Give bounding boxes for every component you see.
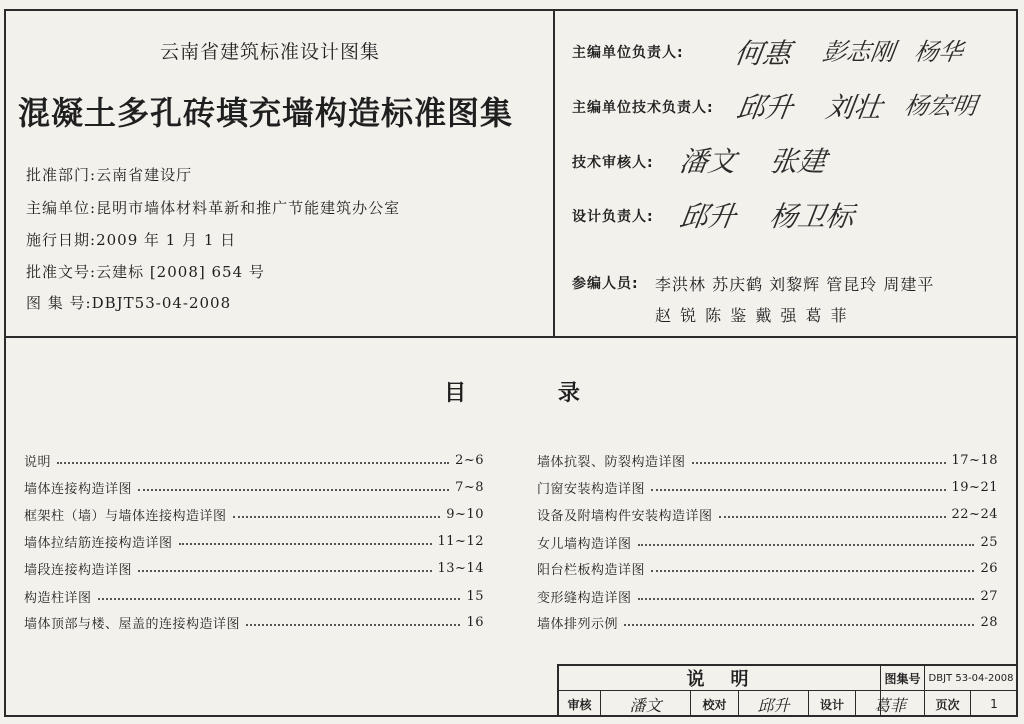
signature: 张建 [767,145,829,178]
signature: 何惠 [732,37,794,70]
meta-atlas-number: 图 集 号:DBJT53-04-2008 [26,294,232,312]
meta-effective-date: 施行日期:2009 年 1 月 1 日 [26,231,237,249]
toc-entry[interactable]: 阳台栏板构造详图 26 [537,560,998,578]
title-block-design-label: 设计 [819,697,844,712]
signature: 杨华 [912,38,965,66]
header-divider-horizontal [5,336,1017,338]
toc-heading: 目 录 [444,380,622,406]
signature: 彭志刚 [820,38,897,66]
signature: 邱升 [677,200,739,233]
role-chief-unit-head: 主编单位负责人: [572,45,684,61]
toc-entry[interactable]: 墙体连接构造详图 7~8 [24,479,484,497]
toc-entry[interactable]: 设备及附墙构件安装构造详图 22~24 [537,506,998,524]
toc-entry[interactable]: 构造柱详图 15 [24,588,484,606]
toc-entry[interactable]: 墙体排列示例 28 [537,614,998,632]
role-chief-unit-tech-head: 主编单位技术负责人: [572,100,714,116]
title-block-review-label: 审核 [567,697,592,712]
signature: 邱升 [734,91,796,124]
meta-approval-dept: 批准部门:云南省建设厅 [26,166,193,184]
meta-approval-doc: 批准文号:云建标 [2008] 654 号 [26,263,265,281]
contributors-line-2: 赵 锐 陈 鉴 戴 强 葛 菲 [655,306,849,325]
series-title: 云南省建筑标准设计图集 [160,41,381,63]
toc-entry[interactable]: 墙体拉结筋连接构造详图 11~12 [24,533,484,551]
title-block-check-signature: 邱升 [757,695,790,715]
title-block-atlas-value: DBJT 53-04-2008 [928,672,1014,684]
title-block-check-label: 校对 [702,697,727,712]
toc-entry[interactable]: 说明 2~6 [24,452,484,470]
title-block-review-signature: 潘文 [629,695,662,715]
title-block-page-value: 1 [990,697,998,711]
toc-entry[interactable]: 变形缝构造详图 27 [537,588,998,606]
contributors-label: 参编人员: [572,276,639,292]
contributors-line-1: 李洪林 苏庆鹤 刘黎辉 管昆玲 周建平 [655,275,935,294]
signature: 刘壮 [823,91,885,124]
role-design-head: 设计负责人: [572,209,654,225]
role-technical-reviewer: 技术审核人: [572,155,654,171]
toc-entry[interactable]: 女儿墙构造详图 25 [537,534,998,552]
title-block-design-signature: 葛菲 [873,695,906,715]
page-title: 混凝土多孔砖填充墙构造标准图集 [18,94,514,132]
toc-entry[interactable]: 墙段连接构造详图 13~14 [24,560,484,578]
toc-entry[interactable]: 墙体抗裂、防裂构造详图 17~18 [537,452,998,470]
toc-entry[interactable]: 框架柱（墙）与墙体连接构造详图 9~10 [24,506,484,524]
title-block-atlas-label: 图集号 [884,671,921,686]
meta-chief-unit: 主编单位:昆明市墙体材料革新和推广节能建筑办公室 [26,199,401,217]
toc-entry[interactable]: 门窗安装构造详图 19~21 [537,479,998,497]
signature: 潘文 [677,145,739,178]
signature: 杨宏明 [902,92,979,120]
toc-entry[interactable]: 墙体顶部与楼、屋盖的连接构造详图 16 [24,614,484,632]
signature: 杨卫标 [767,200,857,233]
title-block-page-label: 页次 [935,697,960,712]
title-block-sheet-title: 说 明 [686,669,753,690]
header-divider-vertical [553,10,555,336]
